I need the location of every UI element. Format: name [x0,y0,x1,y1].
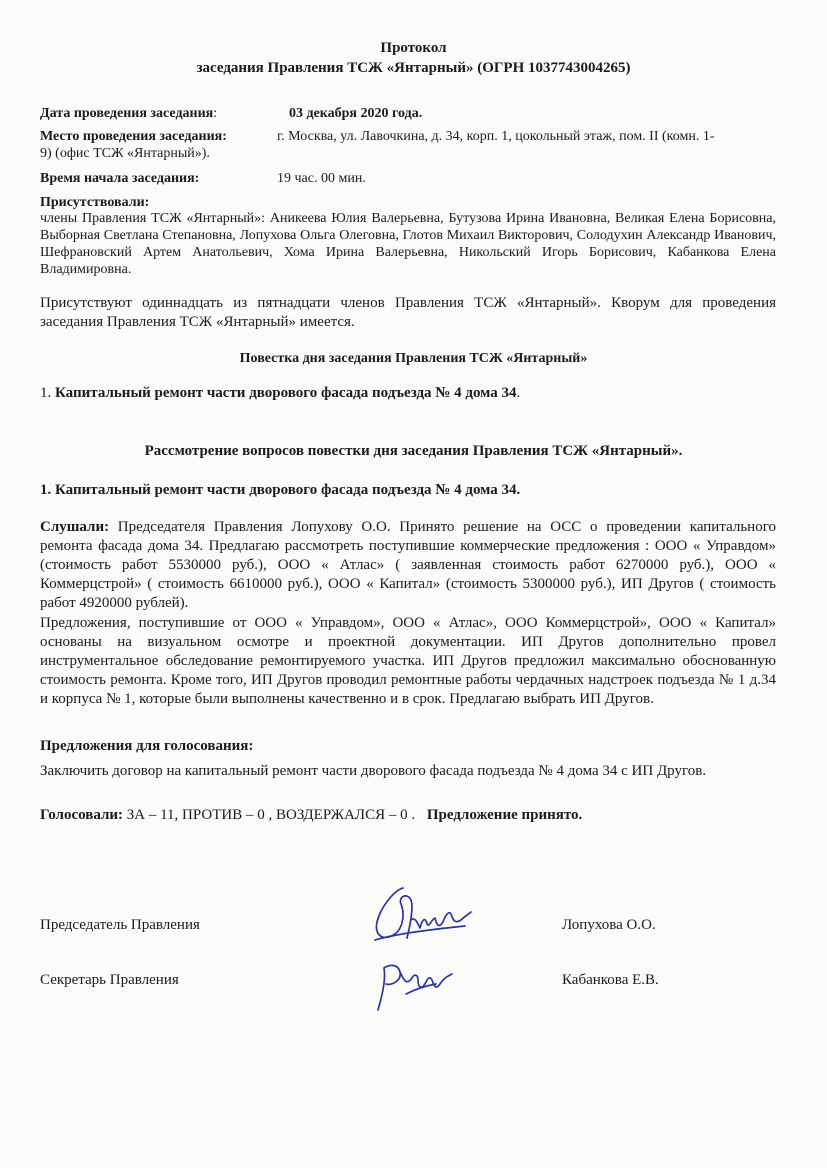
document-subtitle: заседания Правления ТСЖ «Янтарный» (ОГРН 1037743004265) [196,60,631,76]
place-value-line1: г. Москва, ул. Лавочкина, д. 34, корп. 1, цокольный этаж, пом. II (комн. 1- [277,129,715,144]
voting-proposals-label: Предложения для голосования: [40,738,254,754]
agenda-title: Повестка дня заседания Правления ТСЖ «Янтарный» [239,351,588,366]
voting-proposal-text: Заключить договор на капитальный ремонт части дворового фасада подъезда № 4 дома 34 с ИП Другов. [40,763,707,779]
voted-text: ЗА – 11, ПРОТИВ – 0 , ВОЗДЕРЖАЛСЯ – 0 . [123,807,419,823]
agenda-item [40,384,780,403]
review-item-heading: 1. Капитальный ремонт части дворового фасада подъезда № 4 дома 34. [40,482,521,498]
date-label: Дата проведения заседания [40,106,214,121]
chair-role: Председатель Правления [40,917,200,933]
date-label-row [40,105,280,122]
attendance-label: Присутствовали: [40,195,150,210]
secretary-name: Кабанкова Е.В. [562,972,659,988]
place-value-line2: 9) (офис ТСЖ «Янтарный»). [40,146,210,161]
agenda-item-end: . [516,385,521,401]
heard-label: Слушали: [40,519,110,535]
agenda-item-text: Капитальный ремонт части дворового фасада подъезда № 4 дома 34 [55,385,517,401]
secretary-role: Секретарь Правления [40,972,179,988]
agenda-item-number: 1. [40,385,55,401]
chair-signature [365,880,475,952]
proposals-paragraph: Предложения, поступившие от ООО « Управдом», ООО « Атлас», ООО Коммерцстрой», ООО « Капитал» основаны на визуальном осмотре и проектной документации. ИП Другов дополнительно провел инструментальное обследование ремонтируемого участка. ИП Другов предложил максимально обоснованную стоимость ремонта. Кроме того, ИП Другов проводил ремонтные работы чердачных надстроек подъезда № 1 д.34 и корпуса № 1, которые были выполнены качественно и в срок. Предлагаю выбрать ИП Другов. [40,615,776,707]
secretary-signature [370,950,460,1020]
document-title: Протокол [380,40,447,56]
attendance-members: члены Правления ТСЖ «Янтарный»: Аникеева Юлия Валерьевна, Бутузова Ирина Ивановна, Великая Елена Борисовна, Выборная Светлана Степановна, Лопухова Ольга Олеговна, Глотов Михаил Викторович, Солодухин Александр Иванович, Шефрановский Артем Анатольевич, Хома Ирина Валерьевна, Никольский Игорь Борисович, Кабанкова Елена Владимировна. [40,211,776,277]
time-label: Время начала заседания: [40,171,200,186]
place-label: Место проведения заседания: [40,129,227,144]
decision-result: Предложение принято. [426,807,583,823]
heard-text: Председателя Правления Лопухову О.О. Принято решение на ОСС о проведении капитального ремонта фасада дома 34. Предлагаю рассмотреть поступившие коммерческие предложения : ООО « Управдом» (стоимость работ 5530000 руб.), ООО « Атлас» ( заявленная стоимость работ 6270000 руб.), ООО « Коммерцстрой» ( стоимость 6610000 руб.), ООО « Капитал» (стоимость 5300000 руб.), ИП Другов ( стоимость работ 4920000 рублей). [40,519,776,611]
review-title: Рассмотрение вопросов повестки дня заседания Правления ТСЖ «Янтарный». [144,443,683,459]
voting-result-line [40,806,780,825]
time-value: 19 час. 00 мин. [277,171,366,186]
voted-label: Голосовали: [40,807,124,823]
heard-paragraph [40,518,776,613]
date-value: 03 декабря 2020 года. [289,106,423,121]
date-label-colon: : [213,106,218,121]
quorum-statement: Присутствуют одиннадцать из пятнадцати членов Правления ТСЖ «Янтарный». Кворум для проведения заседания Правления ТСЖ «Янтарный» имеется. [40,295,776,330]
chair-name: Лопухова О.О. [562,917,656,933]
